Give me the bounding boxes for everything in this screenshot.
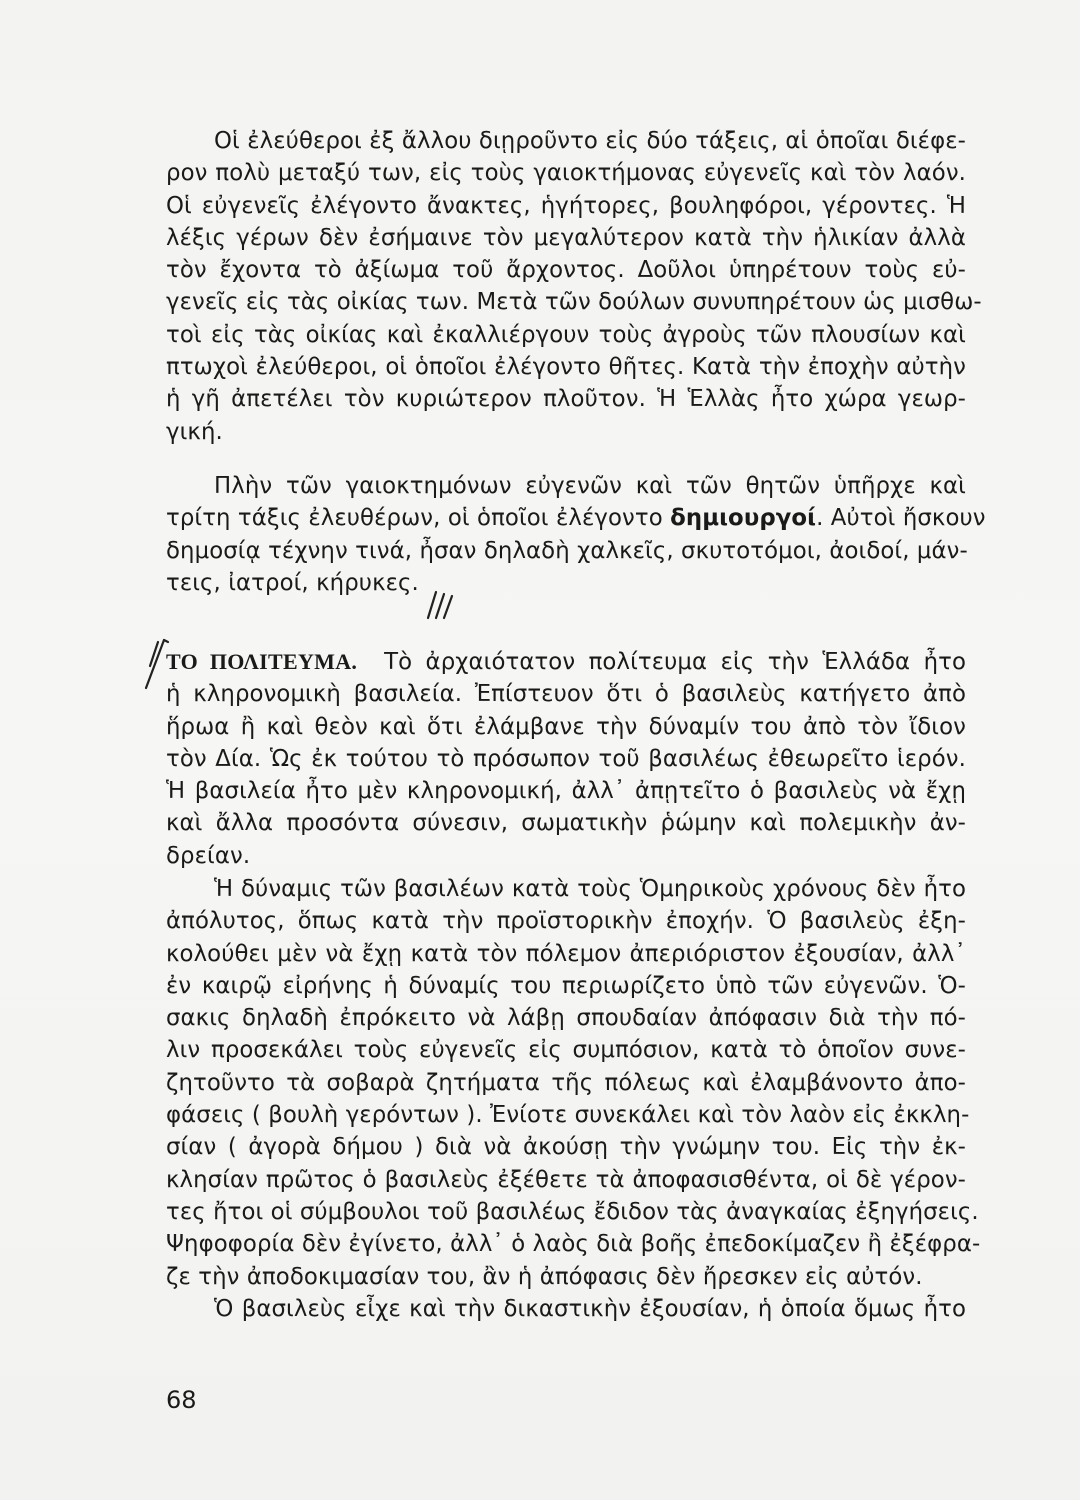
bold-term-demiourgoi: δημιουργοί — [670, 505, 817, 532]
text-line: σίαν ( ἀγορὰ δήμου ) διὰ νὰ ἀκούσῃ τὴν γνώμην του. Εἰς τὴν ἐκ- — [166, 1134, 966, 1161]
text-line: πτωχοὶ ἐλεύθεροι, οἱ ὁποῖοι ἐλέγοντο θῆτες. Κατὰ τὴν ἐποχὴν αὐτὴν — [166, 354, 966, 381]
paragraph-social-classes — [166, 125, 982, 448]
text-line: λέξις γέρων δὲν ἐσήμαινε τὸν μεγαλύτερον κατὰ τὴν ἡλικίαν ἀλλὰ — [166, 224, 966, 251]
paragraph-craftsmen — [166, 470, 986, 599]
paragraph-royal-power — [166, 873, 981, 1293]
text-line: Οἱ ἐλεύθεροι ἐξ ἄλλου διῃροῦντο εἰς δύο τάξεις, αἱ ὁποῖαι διέφε- — [214, 128, 966, 154]
text-line: τὸν ἔχοντα τὸ ἀξίωμα τοῦ ἄρχοντος. Δοῦλοι ὑπηρέτουν τοὺς εὐ- — [166, 257, 966, 284]
text-line: λιν προσεκάλει τοὺς εὐγενεῖς εἰς συμπόσιον, κατὰ τὸ ὁποῖον συνε- — [166, 1037, 966, 1064]
text-line: σακις δηλαδὴ ἐπρόκειτο νὰ λάβῃ σπουδαίαν ἀπόφασιν διὰ τὴν πό- — [166, 1005, 966, 1032]
handwritten-mark-icon — [424, 588, 458, 622]
text-line: καὶ ἄλλα προσόντα σύνεσιν, σωματικὴν ῥώμην καὶ πολεμικὴν ἀν- — [166, 810, 966, 837]
text-line: ζητοῦντο τὰ σοβαρὰ ζητήματα τῆς πόλεως καὶ ἐλαμβάνοντο ἀπο- — [166, 1069, 966, 1096]
section-polity — [166, 646, 966, 872]
text-line: Ἡ δύναμις τῶν βασιλέων κατὰ τοὺς Ὁμηρικοὺς χρόνους δὲν ἦτο — [214, 876, 966, 902]
text-line: ἡ γῆ ἀπετέλει τὸν κυριώτερον πλοῦτον. Ἡ Ἑλλὰς ἦτο χώρα γεωρ- — [166, 386, 966, 413]
text-line: τοὶ εἰς τὰς οἰκίας καὶ ἐκαλλιέργουν τοὺς ἀγροὺς τῶν πλουσίων καὶ — [166, 321, 966, 348]
text-line: ἥρωα ἢ καὶ θεὸν καὶ ὅτι ἐλάμβανε τὴν δύναμίν του ἀπὸ τὸν ἴδιον — [166, 713, 966, 740]
text-line: ζε τὴν ἀποδοκιμασίαν του, ἂν ἡ ἀπόφασις δὲν ἤρεσκεν εἰς αὐτόν. — [166, 1263, 923, 1290]
text-line: δρείαν. — [166, 842, 251, 869]
text-span: . Αὐτοὶ ἤσκουν — [816, 505, 986, 532]
text-line: Ἡ βασιλεία ἦτο μὲν κληρονομική, ἀλλ᾽ ἀπῃτεῖτο ὁ βασιλεὺς νὰ ἔχῃ — [166, 778, 966, 805]
text-line: κλησίαν πρῶτος ὁ βασιλεὺς ἐξέθετε τὰ ἀποφασισθέντα, οἱ δὲ γέρον- — [166, 1166, 966, 1193]
text-line: γική. — [166, 418, 223, 445]
text-line: Ψηφοφορία δὲν ἐγίνετο, ἀλλ᾽ ὁ λαὸς διὰ βοῆς ἐπεδοκίμαζεν ἢ ἐξέφρα- — [166, 1231, 981, 1258]
handwritten-bracket-icon — [140, 636, 170, 692]
text-span: τρίτη τάξις ἐλευθέρων, οἱ ὁποῖοι ἐλέγοντο — [166, 505, 671, 532]
text-line: δημοσίᾳ τέχνην τινά, ἦσαν δηλαδὴ χαλκεῖς, σκυτοτόμοι, ἀοιδοί, μάν- — [166, 537, 968, 564]
paragraph-judicial — [166, 1293, 966, 1325]
text-line — [166, 646, 966, 678]
text-line: κολούθει μὲν νὰ ἔχῃ κατὰ τὸν πόλεμον ἀπεριόριστον ἐξουσίαν, ἀλλ᾽ — [166, 940, 966, 967]
text-line: ρον πολὺ μεταξύ των, εἰς τοὺς γαιοκτήμονας εὐγενεῖς καὶ τὸν λαόν. — [166, 160, 966, 187]
text-span: Τὸ ἀρχαιότατον πολίτευμα εἰς τὴν Ἑλλάδα ἦτο — [384, 649, 966, 675]
text-line — [166, 502, 986, 534]
text-line: ἀπόλυτος, ὅπως κατὰ τὴν προϊστορικὴν ἐποχήν. Ὁ βασιλεὺς ἐξη- — [166, 908, 966, 935]
text-line: Οἱ εὐγενεῖς ἐλέγοντο ἄνακτες, ἡγήτορες, βουληφόροι, γέροντες. Ἡ — [166, 192, 966, 219]
text-line: τεις, ἰατροί, κήρυκες. — [166, 569, 419, 596]
text-line: Ὁ βασιλεὺς εἶχε καὶ τὴν δικαστικὴν ἐξουσίαν, ἡ ὁποία ὅμως ἦτο — [214, 1296, 966, 1322]
text-line: τες ἤτοι οἱ σύμβουλοι τοῦ βασιλέως ἔδιδον τὰς ἀναγκαίας ἐξηγήσεις. — [166, 1198, 979, 1225]
text-line: τὸν Δία. Ὡς ἐκ τούτου τὸ πρόσωπον τοῦ βασιλέως ἐθεωρεῖτο ἱερόν. — [166, 745, 966, 772]
text-line: ἡ κληρονομικὴ βασιλεία. Ἐπίστευον ὅτι ὁ βασιλεὺς κατήγετο ἀπὸ — [166, 681, 966, 708]
page-number: 68 — [166, 1386, 197, 1414]
text-line: Πλὴν τῶν γαιοκτημόνων εὐγενῶν καὶ τῶν θητῶν ὑπῆρχε καὶ — [214, 473, 966, 499]
text-line: γενεῖς εἰς τὰς οἰκίας των. Μετὰ τῶν δούλων συνυπηρέτουν ὡς μισθω- — [166, 289, 982, 316]
section-heading: ΤΟ ΠΟΛΙΤΕΥΜΑ. — [166, 649, 358, 674]
text-line: φάσεις ( βουλὴ γερόντων ). Ἐνίοτε συνεκάλει καὶ τὸν λαὸν εἰς ἐκκλη- — [166, 1102, 970, 1129]
text-line: ἐν καιρῷ εἰρήνης ἡ δύναμίς του περιωρίζετο ὑπὸ τῶν εὐγενῶν. Ὁ- — [166, 972, 966, 999]
